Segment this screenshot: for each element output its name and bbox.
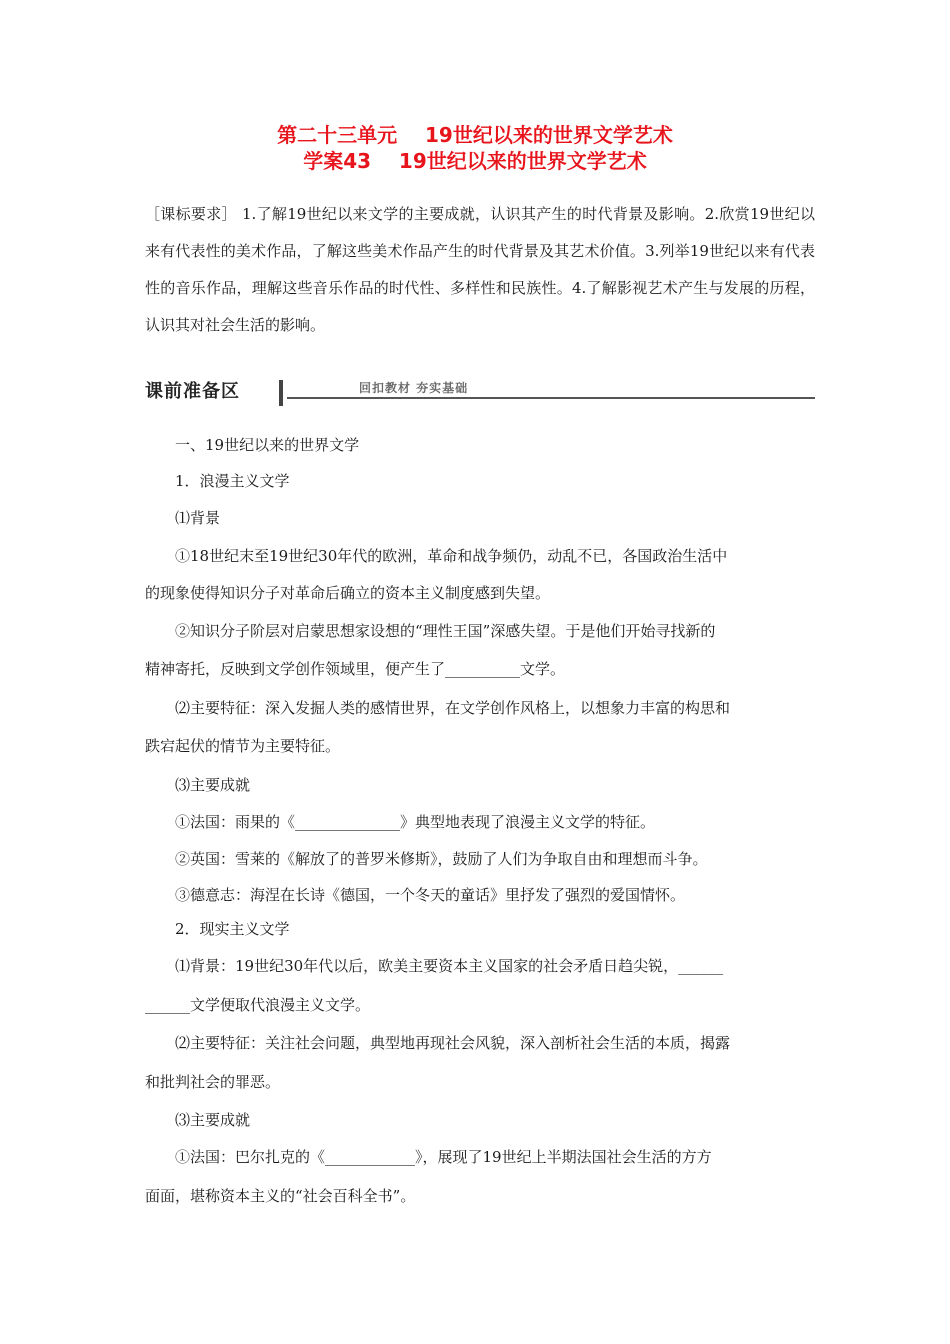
text-line-blank: ①法国：雨果的《______________》典型地表现了浪漫主义文学的特征。 [175,813,656,831]
curriculum-requirements: ［课标要求］ 1.了解19世纪以来文学的主要成就，认识其产生的时代背景及影响。2.欣赏19世纪以来有代表性的美术作品，了解这些美术作品产生的时代背景及其艺术价值。3.列举19世纪以来有代表性的音乐作品，理解这些音乐作品的时代性、多样性和民族性。4.了解影视艺术产生与发展的历程，认识其对社会生活的影响。 [145,205,815,334]
unit-title: 第二十三单元 19世纪以来的世界文学艺术 [277,123,673,147]
section-divider [279,380,283,406]
text-line: 跌宕起伏的情节为主要特征。 [145,737,341,755]
section-label: 课前准备区 [145,381,240,402]
heading-world-literature: 一、19世纪以来的世界文学 [175,436,360,454]
section-rule [287,397,815,399]
text-line: ②知识分子阶层对启蒙思想家设想的“理性王国”深感失望。于是他们开始寻找新的 [175,622,716,640]
text-line: 面面，堪称资本主义的“社会百科全书”。 [145,1187,416,1205]
text-line: ⑵主要特征：深入发掘人类的感情世界，在文学创作风格上，以想象力丰富的构思和 [175,699,731,717]
text-line-blank: ⑴背景：19世纪30年代以后，欧美主要资本主义国家的社会矛盾日趋尖锐，______ [175,957,724,975]
text-line: ②英国：雪莱的《解放了的普罗米修斯》，鼓励了人们为争取自由和理想而斗争。 [175,850,708,868]
heading-realism: 2．现实主义文学 [175,920,290,938]
section-header [145,380,815,406]
text-line: ①18世纪末至19世纪30年代的欧洲，革命和战争频仍，动乱不已，各国政治生活中 [175,547,728,565]
text-line-blank: ①法国：巴尔扎克的《____________》，展现了19世纪上半期法国社会生活的方方 [175,1148,712,1166]
subheading-background: ⑴背景 [175,509,221,527]
text-line: 的现象使得知识分子对革命后确立的资本主义制度感到失望。 [145,584,551,602]
text-line: ③德意志：海涅在长诗《德国，一个冬天的童话》里抒发了强烈的爱国情怀。 [175,886,686,904]
text-line: 和批判社会的罪恶。 [145,1073,281,1091]
section-subtitle: 回扣教材 夯实基础 [359,381,469,395]
text-line-blank: ______文学便取代浪漫主义文学。 [145,996,371,1014]
subheading-achievements: ⑶主要成就 [175,776,251,794]
heading-romanticism: 1．浪漫主义文学 [175,472,290,490]
lesson-title: 学案43 19世纪以来的世界文学艺术 [303,149,647,173]
text-line: ⑵主要特征：关注社会问题，典型地再现社会风貌，深入剖析社会生活的本质，揭露 [175,1034,731,1052]
subheading-achievements: ⑶主要成就 [175,1111,251,1129]
text-line-blank: 精神寄托，反映到文学创作领域里，便产生了__________文学。 [145,660,566,678]
